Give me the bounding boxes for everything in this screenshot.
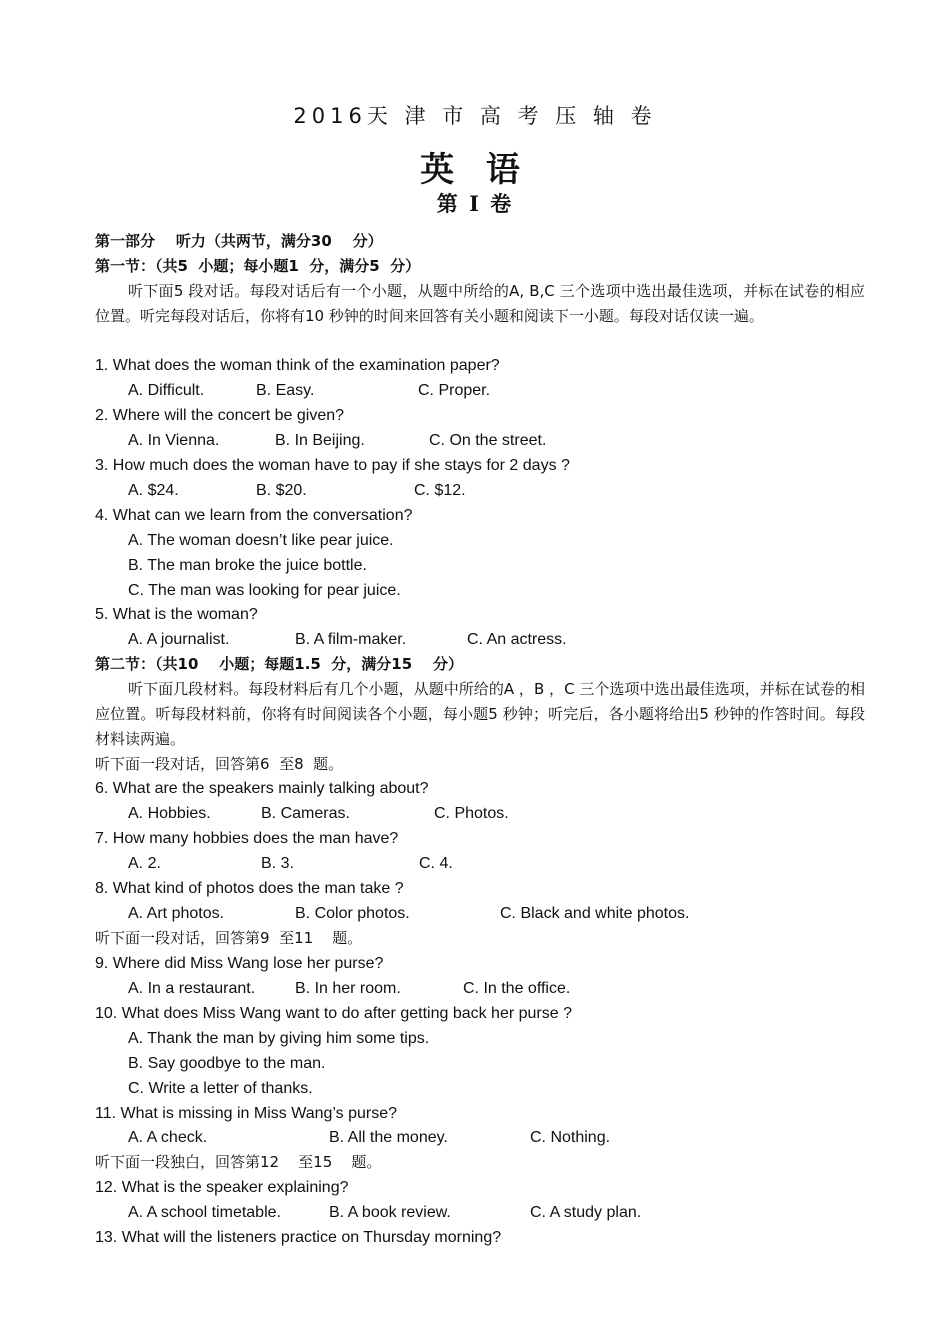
exam-title: 2016天 津 市 高 考 压 轴 卷	[293, 104, 657, 128]
option-a: A. In a restaurant.	[128, 980, 256, 997]
option-b: B. 3.	[261, 855, 294, 872]
section1-heading: 第一节：（共5 小题；每小题1 分，满分5 分）	[95, 257, 421, 275]
option-b: B. In her room.	[295, 980, 401, 997]
section1-instructions: 听下面5 段对话。每段对话后有一个小题，从题中所给的A, B,C 三个选项中选出最佳选项，并标在试卷的相应位置。听完每段对话后，你将有10 秒钟的时间来回答有关小题和阅读下一小题。每段对话仅读一遍。	[95, 282, 865, 325]
question-stem: 2. Where will the concert be given?	[95, 407, 345, 424]
listening-note: 听下面一段独白，回答第12 至15 题。	[95, 1153, 382, 1171]
option-b: B. The man broke the juice bottle.	[128, 557, 367, 574]
listening-note: 听下面一段对话，回答第6 至8 题。	[95, 755, 344, 773]
option-a: A. In Vienna.	[128, 432, 220, 449]
option-c: C. The man was looking for pear juice.	[128, 582, 401, 599]
question-stem: 7. How many hobbies does the man have?	[95, 830, 399, 847]
option-c: C. Write a letter of thanks.	[128, 1080, 313, 1097]
option-b: B. Say goodbye to the man.	[128, 1055, 326, 1072]
option-a: A. Hobbies.	[128, 805, 211, 822]
option-c: C. 4.	[419, 855, 453, 872]
option-a: A. A check.	[128, 1129, 208, 1146]
question-stem: 10. What does Miss Wang want to do after getting back her purse ?	[95, 1005, 572, 1022]
question-stem: 6. What are the speakers mainly talking about?	[95, 780, 429, 797]
question-stem: 5. What is the woman?	[95, 606, 258, 623]
option-c: C. Proper.	[418, 382, 491, 399]
section2-heading: 第二节：（共10 小题；每题1.5 分，满分15 分）	[95, 655, 464, 673]
section2-instructions: 听下面几段材料。每段材料后有几个小题，从题中所给的A ，B ，C 三个选项中选出最佳选项，并标在试卷的相应位置。听每段材料前，你将有时间阅读各个小题，每小题5 秒钟；听完后，各小题将给出5 秒钟的作答时间。每段材料读两遍。	[95, 680, 865, 748]
question-stem: 13. What will the listeners practice on Thursday morning?	[95, 1229, 502, 1246]
question-stem: 8. What kind of photos does the man take ?	[95, 880, 404, 897]
option-b: B. Cameras.	[261, 805, 350, 822]
question-stem: 9. Where did Miss Wang lose her purse?	[95, 955, 384, 972]
option-b: B. A film-maker.	[295, 631, 407, 648]
option-a: A. The woman doesn’t like pear juice.	[128, 532, 394, 549]
part1-heading: 第一部分 听力（共两节，满分30 分）	[95, 232, 383, 250]
option-c: C. Photos.	[434, 805, 509, 822]
option-a: A. 2.	[128, 855, 161, 872]
option-b: B. In Beijing.	[275, 432, 365, 449]
option-a: A. A journalist.	[128, 631, 230, 648]
option-a: A. Thank the man by giving him some tips.	[128, 1030, 430, 1047]
option-a: A. Difficult.	[128, 382, 205, 399]
volume-title: 第 I 卷	[436, 191, 514, 216]
option-c: C. Black and white photos.	[500, 905, 690, 922]
listening-note: 听下面一段对话，回答第9 至11 题。	[95, 929, 363, 947]
question-stem: 11. What is missing in Miss Wang’s purse?	[95, 1105, 398, 1122]
option-c: C. A study plan.	[530, 1204, 642, 1221]
option-c: C. Nothing.	[530, 1129, 611, 1146]
question-stem: 3. How much does the woman have to pay if she stays for 2 days ?	[95, 457, 570, 474]
option-c: C. On the street.	[429, 432, 547, 449]
option-a: A. A school timetable.	[128, 1204, 281, 1221]
option-b: B. All the money.	[329, 1129, 448, 1146]
question-stem: 1. What does the woman think of the examination paper?	[95, 357, 500, 374]
option-c: C. $12.	[414, 482, 466, 499]
option-a: A. Art photos.	[128, 905, 225, 922]
subject-title: 英 语	[420, 150, 530, 190]
question-stem: 4. What can we learn from the conversation?	[95, 507, 413, 524]
option-b: B. Easy.	[256, 382, 315, 399]
option-a: A. $24.	[128, 482, 179, 499]
option-c: C. In the office.	[463, 980, 571, 997]
option-c: C. An actress.	[467, 631, 567, 648]
option-b: B. $20.	[256, 482, 307, 499]
option-b: B. A book review.	[329, 1204, 451, 1221]
option-b: B. Color photos.	[295, 905, 410, 922]
question-stem: 12. What is the speaker explaining?	[95, 1179, 349, 1196]
